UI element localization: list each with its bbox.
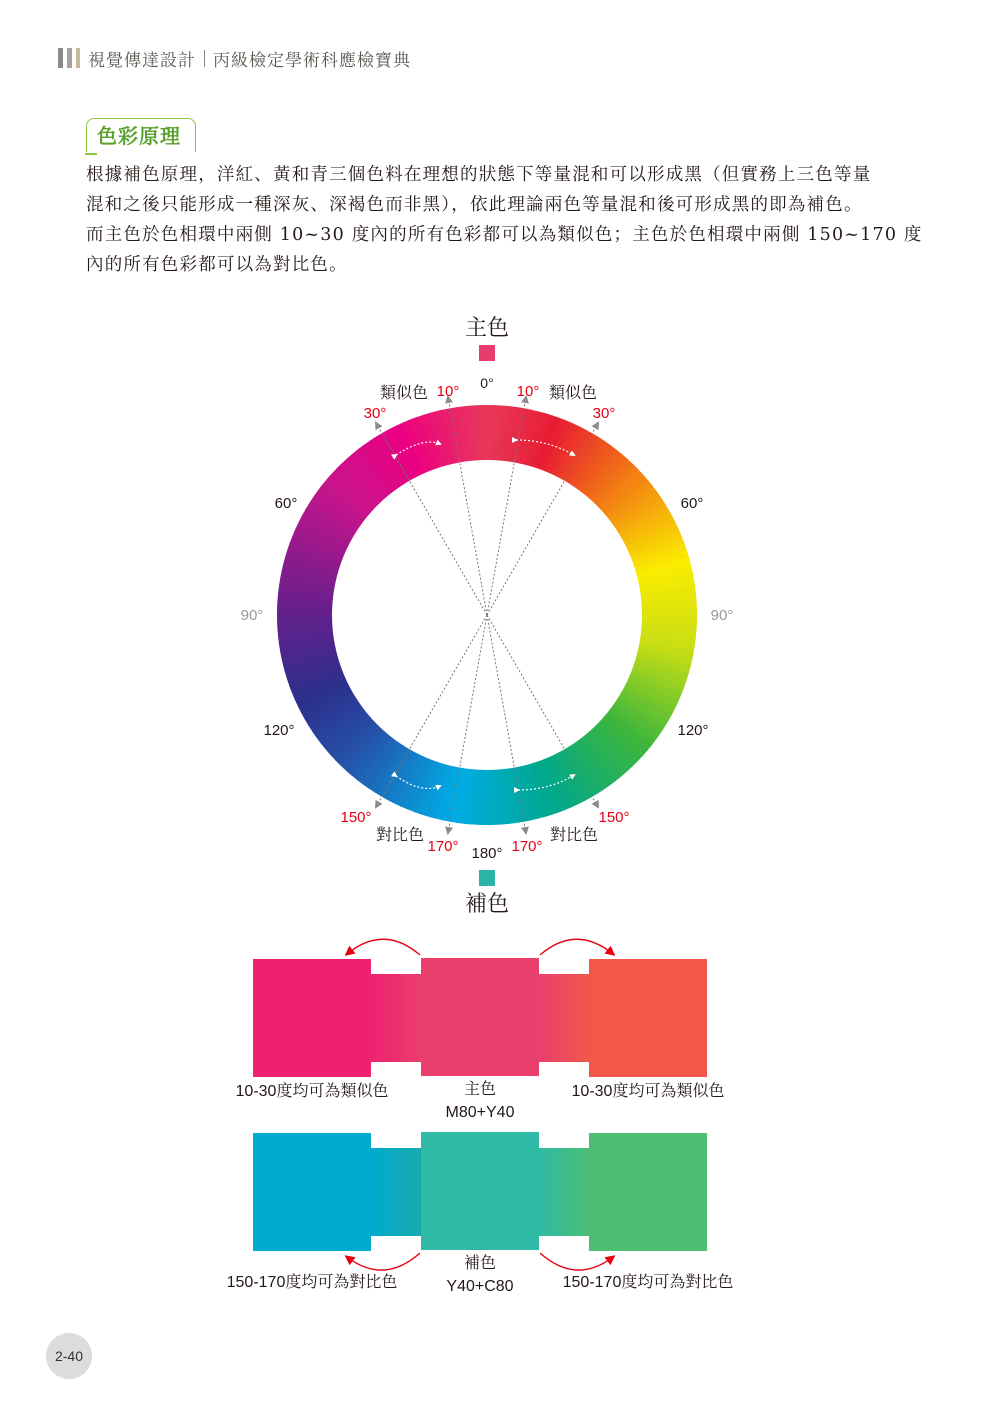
paragraph-line: 內的所有色彩都可以為對比色。 (86, 255, 348, 275)
comp-caption: 補色 (463, 1255, 497, 1272)
degree-10-left: 10° (436, 383, 460, 400)
degree-150-left: 150° (340, 809, 372, 826)
degree-120-left: 120° (263, 722, 295, 739)
contrast-swatch-right (589, 1133, 707, 1251)
section-title: 色彩原理 (97, 124, 181, 148)
contrast-swatch-row (227, 1132, 734, 1295)
degree-60-right: 60° (680, 495, 704, 512)
book-subtitle: 丙級檢定學術科應檢寶典 (213, 50, 411, 71)
book-title: 視覺傳達設計 (88, 50, 196, 71)
degree-60-left: 60° (274, 495, 298, 512)
page-number: 2-40 (46, 1333, 92, 1379)
analog-bridge-right (538, 974, 592, 1062)
degree-0: 0° (480, 375, 494, 391)
degree-30-left: 30° (363, 405, 387, 422)
main-formula: M80+Y40 (445, 1104, 515, 1121)
analog-swatch-left (253, 959, 371, 1077)
analog-caption-right: 10-30度均可為類似色 (571, 1083, 725, 1100)
degree-90-left: 90° (240, 607, 264, 624)
main-caption: 主色 (463, 1081, 497, 1098)
comp-color-swatch (479, 870, 495, 886)
contrast-caption-left: 150-170度均可為對比色 (226, 1274, 398, 1291)
contrast-bridge-right (538, 1148, 592, 1236)
analog-bridge-left (370, 974, 424, 1062)
main-color-swatch (479, 345, 495, 361)
arrow-analog-left (347, 939, 420, 955)
comp-formula: Y40+C80 (446, 1278, 514, 1295)
arrow-contrast-right (540, 1253, 613, 1270)
contrast-label-left: 對比色 (375, 827, 425, 844)
main-color-block (421, 958, 539, 1076)
degree-170-left: 170° (427, 838, 459, 855)
degree-120-right: 120° (677, 722, 709, 739)
comp-color-block (421, 1132, 539, 1250)
arrow-analog-right (540, 939, 613, 955)
analog-caption-left: 10-30度均可為類似色 (235, 1083, 389, 1100)
analog-label-left: 類似色 (379, 385, 429, 402)
contrast-caption-right: 150-170度均可為對比色 (562, 1274, 734, 1291)
degree-150-right: 150° (598, 809, 630, 826)
contrast-bridge-left (370, 1148, 424, 1236)
analogous-swatch-row (236, 939, 725, 1121)
arrow-contrast-left (347, 1253, 420, 1270)
contrast-swatch-left (253, 1133, 371, 1251)
analog-label-right: 類似色 (548, 385, 598, 402)
degree-180: 180° (471, 845, 503, 862)
comp-color-label: 補色 (464, 891, 510, 916)
degree-170-right: 170° (511, 838, 543, 855)
analog-swatch-right (589, 959, 707, 1077)
paragraph-line: 混和之後只能形成一種深灰、深褐色而非黑），依此理論兩色等量混和後可形成黑的即為補色。 (86, 195, 863, 215)
main-color-label: 主色 (464, 315, 510, 340)
paragraph-line: 根據補色原理，洋紅、黃和青三個色料在理想的狀態下等量混和可以形成黑（但實務上三色等量 (86, 165, 872, 185)
degree-10-right: 10° (516, 383, 540, 400)
paragraph-line: 而主色於色相環中兩側 10~30 度內的所有色彩都可以為類似色；主色於色相環中兩側 150~170 度 (86, 225, 923, 245)
degree-90-right: 90° (710, 607, 734, 624)
contrast-label-right: 對比色 (549, 827, 599, 844)
degree-30-right: 30° (592, 405, 616, 422)
